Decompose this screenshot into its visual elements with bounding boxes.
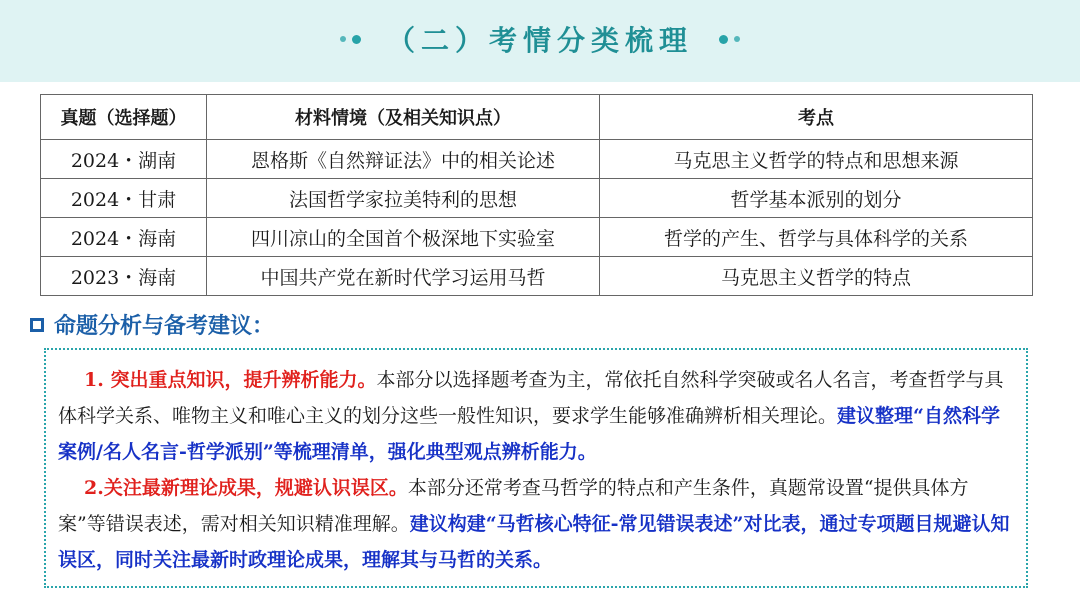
suggestion-box: [44, 348, 1028, 588]
table-cell-point: 马克思主义哲学的特点和思想来源: [600, 140, 1033, 179]
suggestion-paragraph-1: [58, 362, 1016, 470]
table-cell-point: 马克思主义哲学的特点: [600, 257, 1033, 296]
table-cell-material: 四川凉山的全国首个极深地下实验室: [207, 218, 600, 257]
right-dots-decoration: [719, 35, 740, 44]
column-header: 材料情境（及相关知识点）: [207, 95, 600, 140]
table-cell-exam: 2024・甘肃: [41, 179, 207, 218]
column-header: 考点: [600, 95, 1033, 140]
section-heading: [30, 309, 274, 340]
suggestion-2-heading: 2.关注最新理论成果，规避认识误区。: [84, 477, 408, 499]
suggestion-1-heading: 1. 突出重点知识，提升辨析能力。: [84, 369, 377, 391]
suggestion-2-advice: 建议构建“马哲核心特征-常见错误表述”对比表，通过专项题目规避认知误区，同时关注最新时政理论成果，理解其与马哲的关系。: [58, 513, 1010, 571]
suggestion-2-text: 本部分还常考查马哲学的特点和产生条件，真题常设置“提供具体方案”等错误表述，需对相关知识精准理解。: [58, 477, 969, 535]
column-header: 真题（选择题）: [41, 95, 207, 140]
table-cell-material: 法国哲学家拉美特利的思想: [207, 179, 600, 218]
section-title: 命题分析与备考建议：: [54, 314, 275, 339]
table-cell-point: 哲学基本派别的划分: [600, 179, 1033, 218]
square-bullet-icon: [30, 318, 44, 332]
page-title: （二）考情分类梳理: [386, 24, 693, 57]
table-row: [41, 218, 1033, 257]
table-cell-point: 哲学的产生、哲学与具体科学的关系: [600, 218, 1033, 257]
table-row: [41, 179, 1033, 218]
table-row: [41, 257, 1033, 296]
suggestion-paragraph-2: [58, 470, 1016, 578]
table-row: [41, 140, 1033, 179]
table-cell-material: 恩格斯《自然辩证法》中的相关论述: [207, 140, 600, 179]
table-cell-exam: 2024・海南: [41, 218, 207, 257]
table-header-row: [41, 95, 1033, 140]
exam-table: [40, 94, 1033, 296]
table-cell-exam: 2024・湖南: [41, 140, 207, 179]
table-cell-material: 中国共产党在新时代学习运用马哲: [207, 257, 600, 296]
table-cell-exam: 2023・海南: [41, 257, 207, 296]
title-bar: [0, 14, 1080, 64]
suggestion-1-text: 本部分以选择题考查为主，常依托自然科学突破或名人名言，考查哲学与具体科学关系、唯物主义和唯心主义的划分这些一般性知识，要求学生能够准确辨析相关理论。: [58, 369, 1004, 427]
suggestion-1-advice: 建议整理“自然科学案例/名人名言-哲学派别”等梳理清单，强化典型观点辨析能力。: [58, 405, 1000, 463]
left-dots-decoration: [340, 35, 361, 44]
